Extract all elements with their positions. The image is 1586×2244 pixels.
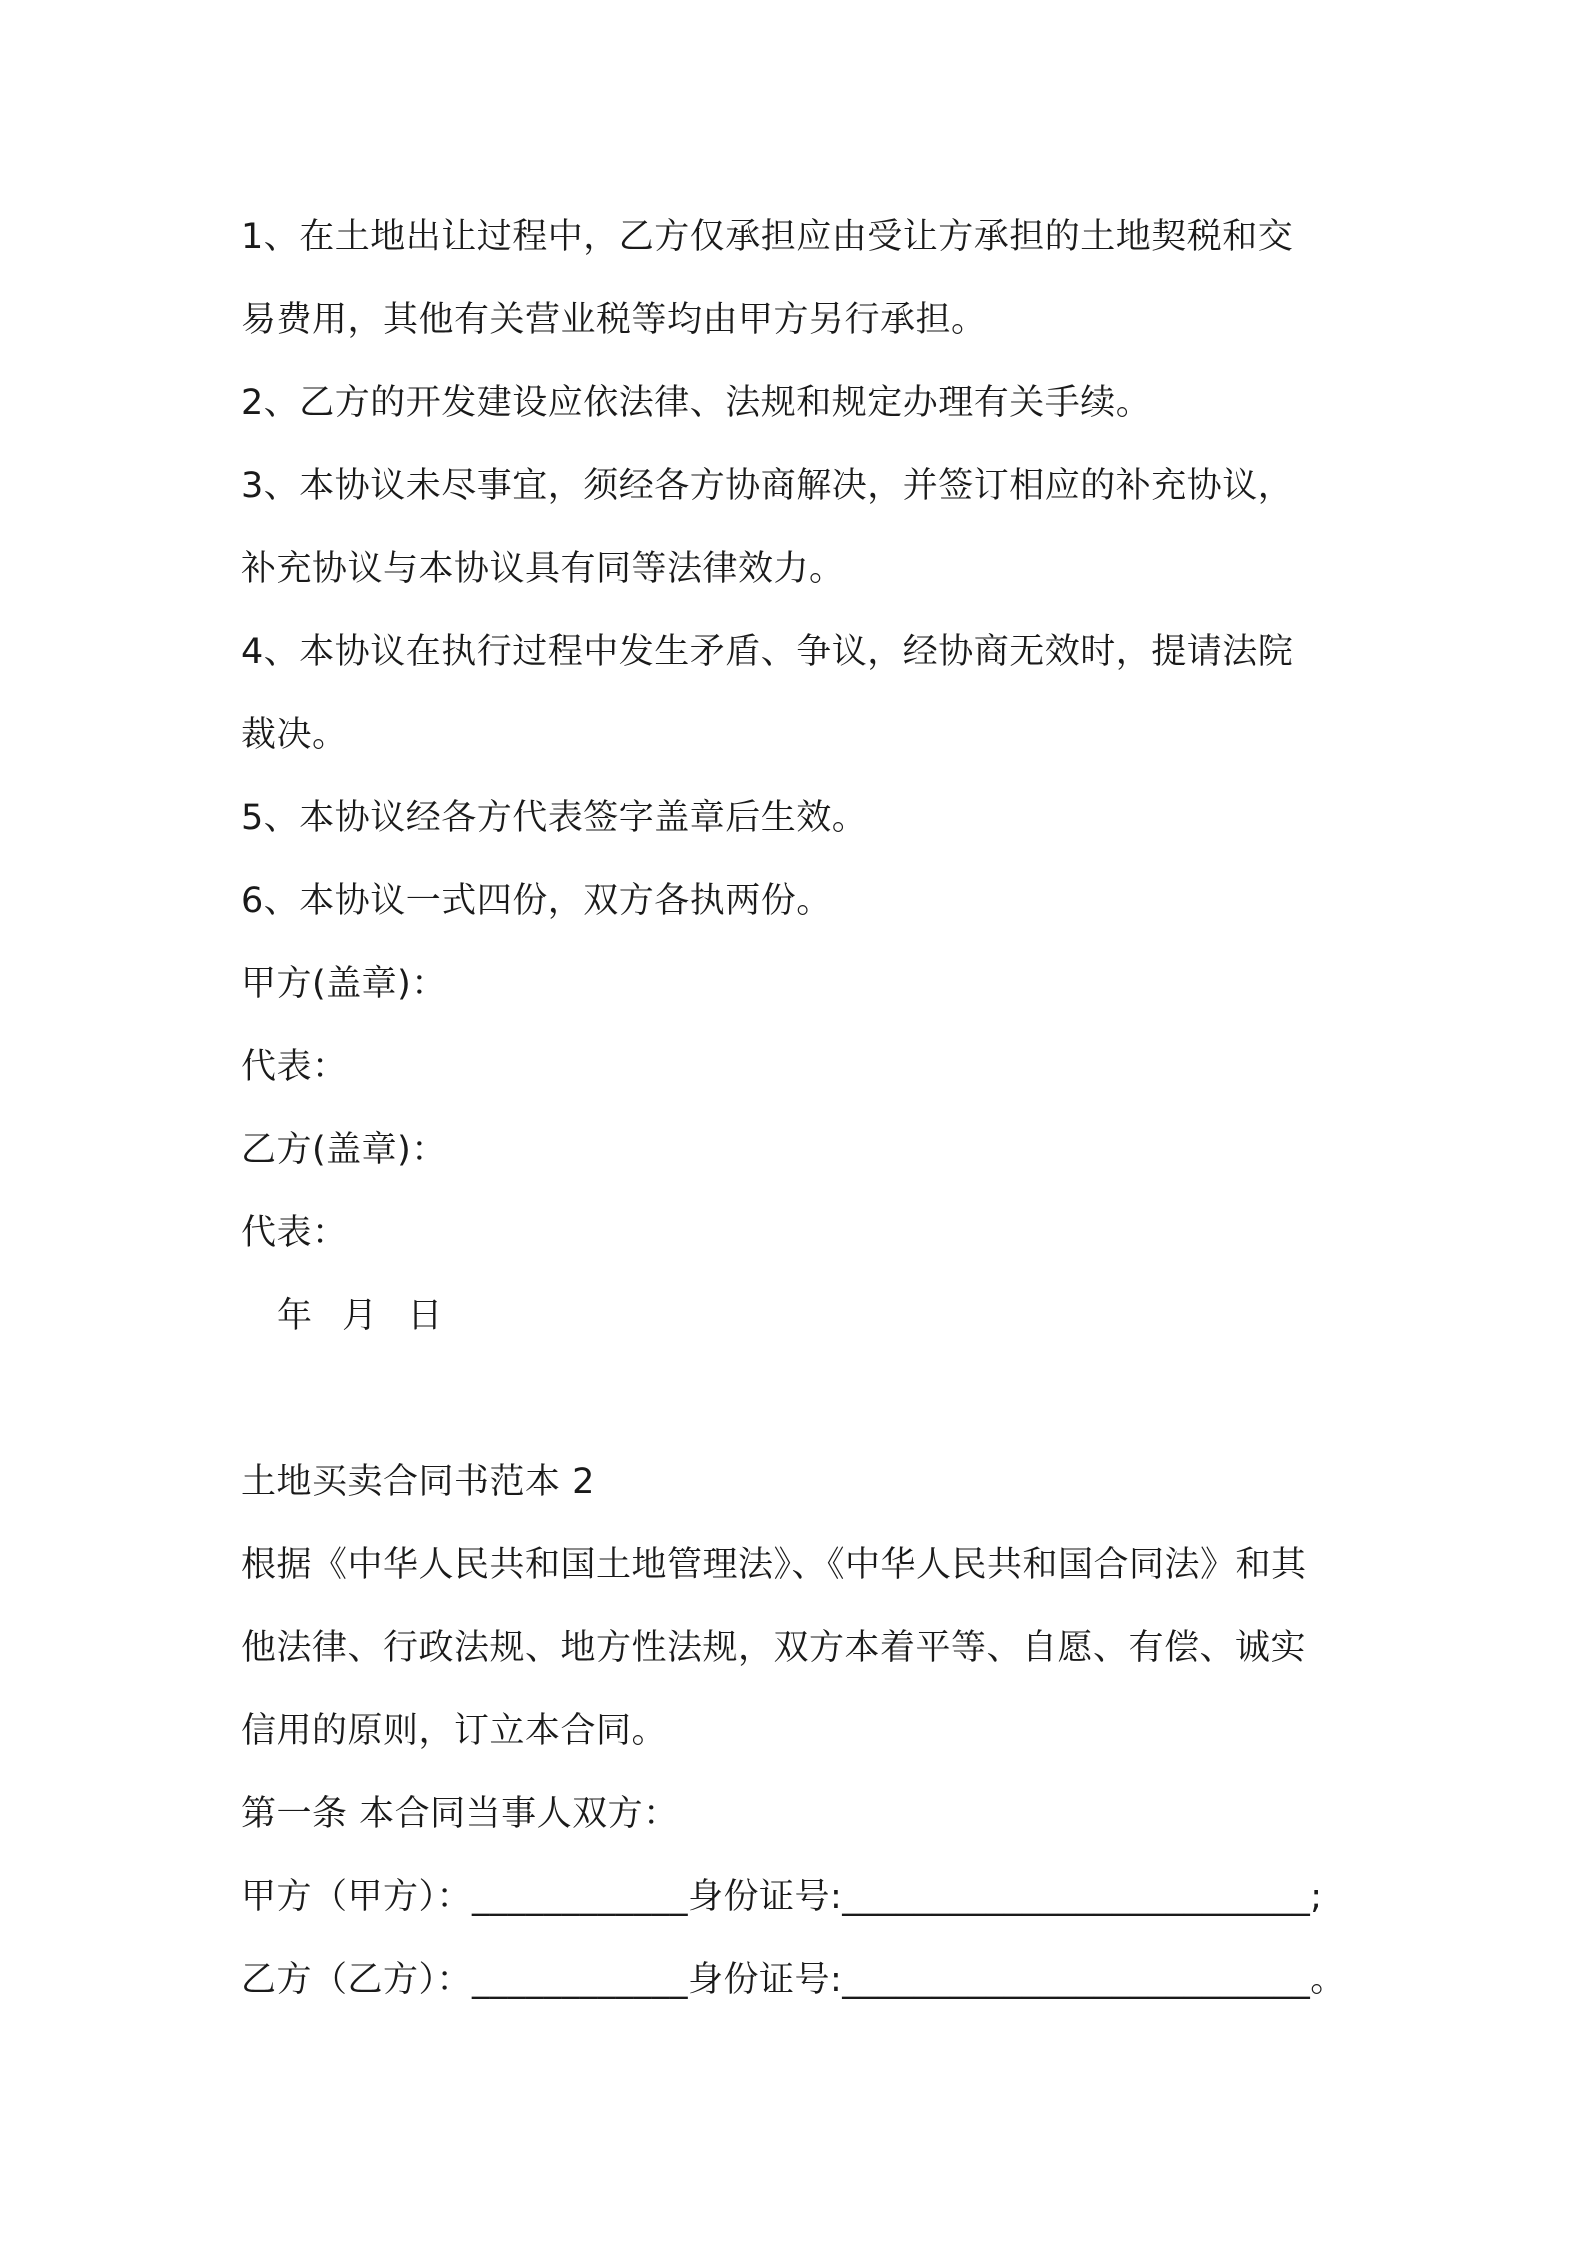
date-day-label: 日 — [407, 1296, 443, 1336]
party-a-representative-label: 代表： — [241, 1047, 348, 1087]
preamble-line-3: 信用的原则，订立本合同。 — [241, 1711, 668, 1751]
signature-date — [241, 1275, 1371, 1358]
clause-4-line-1: 4、本协议在执行过程中发生矛盾、争议，经协商无效时，提请法院 — [241, 632, 1294, 672]
clause-1-line-2: 易费用，其他有关营业税等均由甲方另行承担。 — [241, 300, 987, 340]
section-2-title: 土地买卖合同书范本 2 — [241, 1462, 595, 1502]
clause-2: 2、乙方的开发建设应依法律、法规和规定办理有关手续。 — [241, 383, 1152, 423]
preamble-line-2: 他法律、行政法规、地方性法规，双方本着平等、自愿、有偿、诚实 — [241, 1628, 1307, 1668]
party-b-info-line: 乙方（乙方）：____________身份证号:__________________________。 — [241, 1960, 1346, 2000]
party-b-representative-label: 代表： — [241, 1213, 348, 1253]
section-spacer — [241, 1358, 1371, 1441]
document-body — [241, 196, 1371, 2022]
party-b-seal-label: 乙方(盖章)： — [241, 1130, 447, 1170]
clause-1-line-1: 1、在土地出让过程中，乙方仅承担应由受让方承担的土地契税和交 — [241, 217, 1294, 257]
date-year-label: 年 — [277, 1296, 313, 1336]
clause-3-line-2: 补充协议与本协议具有同等法律效力。 — [241, 549, 845, 589]
party-a-seal-label: 甲方(盖章)： — [241, 964, 447, 1004]
article-1-heading: 第一条 本合同当事人双方： — [241, 1794, 679, 1834]
preamble-line-1: 根据《中华人民共和国土地管理法》、《中华人民共和国合同法》和其 — [241, 1545, 1307, 1585]
clause-6: 6、本协议一式四份，双方各执两份。 — [241, 881, 832, 921]
date-month-label: 月 — [342, 1296, 378, 1336]
party-a-info-line: 甲方（甲方）：____________身份证号:__________________________; — [241, 1877, 1323, 1917]
clause-4-line-2: 裁决。 — [241, 715, 348, 755]
clause-3-line-1: 3、本协议未尽事宜，须经各方协商解决，并签订相应的补充协议， — [241, 466, 1294, 506]
clause-5: 5、本协议经各方代表签字盖章后生效。 — [241, 798, 868, 838]
